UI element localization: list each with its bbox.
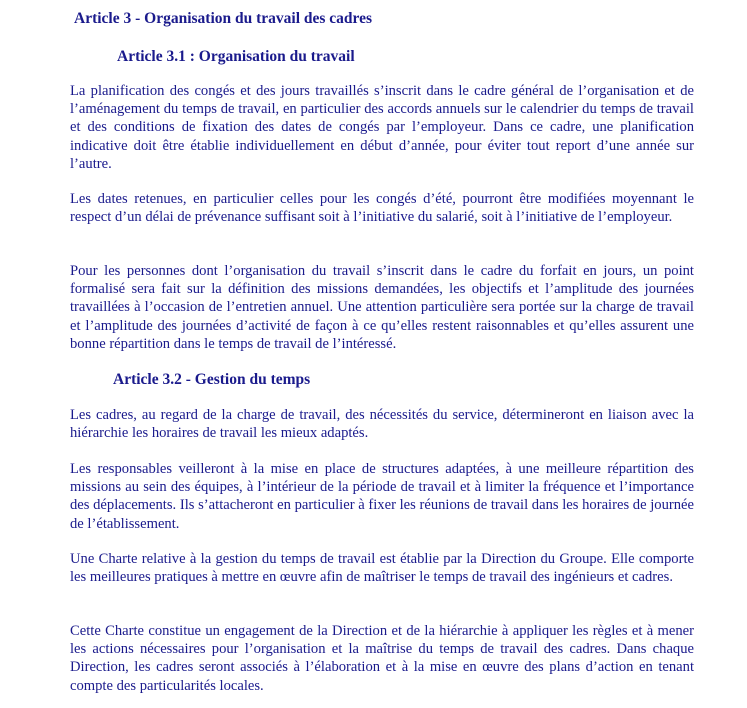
paragraph: Les cadres, au regard de la charge de travail, des nécessités du service, détermineront en liaison avec la hiérarchie les horaires de travail les mieux adaptés. — [70, 407, 694, 442]
paragraph: La planification des congés et des jours travaillés s’inscrit dans le cadre général de l’organisation et de l’aménagement du temps de travail, en particulier des accords annuels sur le calendrier du temps de travail et des conditions de fixation des dates de congés par l’employeur. Dans ce cadre, une planification indicative doit être établie individuellement en début d’année, pour éviter tout report d’une année sur l’autre. — [70, 83, 694, 172]
paragraph: Une Charte relative à la gestion du temps de travail est établie par la Direction du Groupe. Elle comporte les meilleures pratiques à mettre en œuvre afin de maîtriser le temps de travail des ingénieurs et cadres. — [70, 551, 694, 586]
paragraph: Les dates retenues, en particulier celles pour les congés d’été, pourront être modifiées moyennant le respect d’un délai de prévenance suffisant soit à l’initiative du salarié, soit à l’initiative de l’employeur. — [70, 191, 694, 226]
article-3-heading: Article 3 - Organisation du travail des cadres — [74, 10, 373, 27]
article-3-2-heading: Article 3.2 - Gestion du temps — [113, 371, 311, 388]
article-3-1-heading: Article 3.1 : Organisation du travail — [117, 48, 355, 65]
paragraph: Cette Charte constitue un engagement de la Direction et de la hiérarchie à appliquer les règles et à mener les actions nécessaires pour l’organisation et la maîtrise du temps de travail des cadres. Dans chaque Direction, les cadres seront associés à l’élaboration et à la mise en œuvre des plans d’action en tenant compte des particularités locales. — [70, 623, 694, 694]
paragraph: Pour les personnes dont l’organisation du travail s’inscrit dans le cadre du forfait en jours, un point formalisé sera fait sur la définition des missions demandées, les objectifs et l’amplitude des journées travaillées à l’occasion de l’entretien annuel. Une attention particulière sera portée sur la charge de travail et l’amplitude des journées d’activité de façon à ce qu’elles restent raisonnables et qu’elles assurent une bonne répartition dans le temps de travail de l’intéressé. — [70, 263, 694, 352]
paragraph: Les responsables veilleront à la mise en place de structures adaptées, à une meilleure répartition des missions au sein des équipes, à l’intérieur de la période de travail et à limiter la fréquence et l’importance des déplacements. Ils s’attacheront en particulier à fixer les réunions de travail dans les horaires de journée de l’établissement. — [70, 461, 694, 532]
